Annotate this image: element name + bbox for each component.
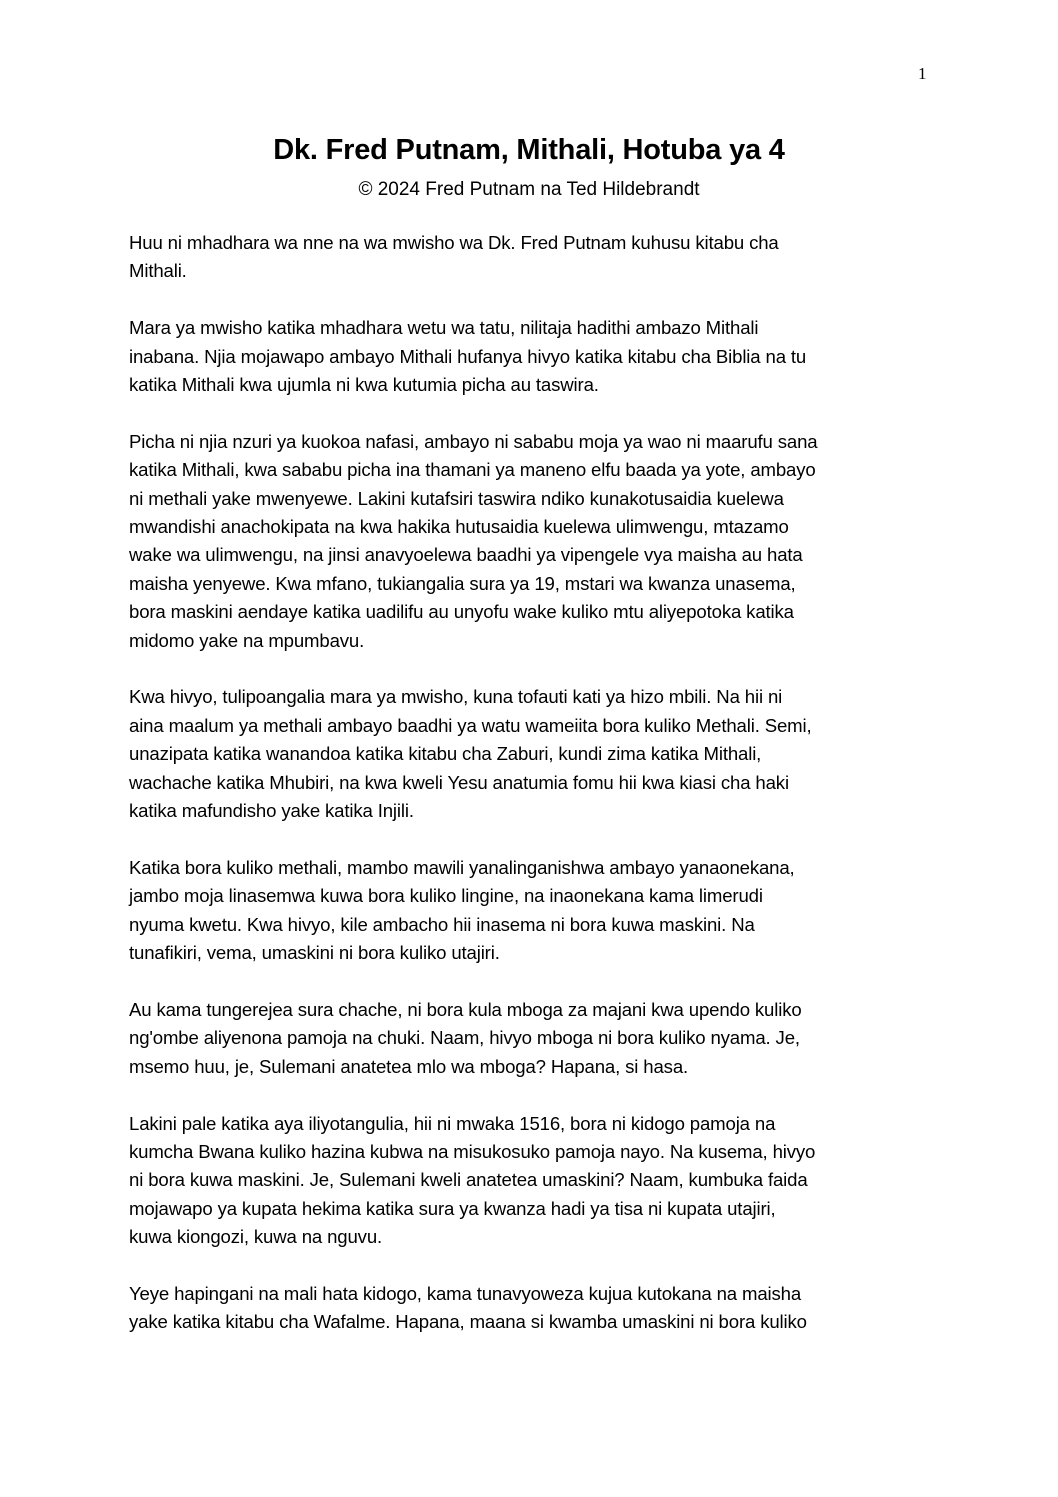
document-title: Dk. Fred Putnam, Mithali, Hotuba ya 4 <box>273 134 785 166</box>
paragraph: Huu ni mhadhara wa nne na wa mwisho wa Dk. Fred Putnam kuhusu kitabu cha Mithali. <box>129 232 779 282</box>
paragraph: Katika bora kuliko methali, mambo mawili yanalinganishwa ambayo yanaonekana, jambo moja linasemwa kuwa bora kuliko lingine, na inaonekana kama limerudi nyuma kwetu. Kwa hivyo, kile ambacho hii inasema ni bora kuwa maskini. Na tunafikiri, vema, umaskini ni bora kuliko utajiri. <box>129 856 795 964</box>
paragraph: Au kama tungerejea sura chache, ni bora kula mboga za majani kwa upendo kuliko ng'ombe aliyenona pamoja na chuki. Naam, hivyo mboga ni bora kuliko nyama. Je, msemo huu, je, Sulemani anatetea mlo wa mboga? Hapana, si hasa. <box>129 998 802 1077</box>
paragraph: Picha ni njia nzuri ya kuokoa nafasi, ambayo ni sababu moja ya wao ni maarufu sana katika Mithali, kwa sababu picha ina thamani ya maneno elfu baada ya yote, ambayo ni methali yake mwenyewe. Lakini kutafsiri taswira ndiko kunakotusaidia kuelewa mwandishi anachokipata na kwa hakika hutusaidia kuelewa ulimwengu, mtazamo wake wa ulimwengu, na jinsi anavyoelewa baadhi ya vipengele vya maisha au hata maisha yenyewe. Kwa mfano, tukiangalia sura ya 19, mstari wa kwanza unasema, bora maskini aendaye katika uadilifu au unyofu wake kuliko mtu aliyepotoka katika midomo yake na mpumbavu. <box>129 430 818 651</box>
paragraph: Kwa hivyo, tulipoangalia mara ya mwisho, kuna tofauti kati ya hizo mbili. Na hii ni aina maalum ya methali ambayo baadhi ya watu wameiita bora kuliko Methali. Semi, unazipata katika wanandoa katika kitabu cha Zaburi, kundi zima katika Mithali, wachache katika Mhubiri, na kwa kweli Yesu anatumia fomu hii kwa kiasi cha haki katika mafundisho yake katika Injili. <box>129 686 812 822</box>
paragraph: Lakini pale katika aya iliyotangulia, hii ni mwaka 1516, bora ni kidogo pamoja na kumcha Bwana kuliko hazina kubwa na misukosuko pamoja nayo. Na kusema, hivyo ni bora kuwa maskini. Je, Sulemani kweli anatetea umaskini? Naam, kumbuka faida mojawapo ya kupata hekima katika sura ya kwanza hadi ya tisa ni kupata utajiri, kuwa kiongozi, kuwa na nguvu. <box>129 1112 816 1248</box>
paragraph: Yeye hapingani na mali hata kidogo, kama tunavyoweza kujua kutokana na maisha yake katika kitabu cha Wafalme. Hapana, maana si kwamba umaskini ni bora kuliko <box>129 1282 807 1333</box>
paragraph: Mara ya mwisho katika mhadhara wetu wa tatu, nilitaja hadithi ambazo Mithali inabana. Njia mojawapo ambayo Mithali hufanya hivyo katika kitabu cha Biblia na tu katika Mithali kwa ujumla ni kwa kutumia picha au taswira. <box>129 317 807 396</box>
copyright-line: © 2024 Fred Putnam na Ted Hildebrandt <box>358 179 700 200</box>
page-number: 1 <box>918 64 927 83</box>
document-body <box>129 229 929 1365</box>
